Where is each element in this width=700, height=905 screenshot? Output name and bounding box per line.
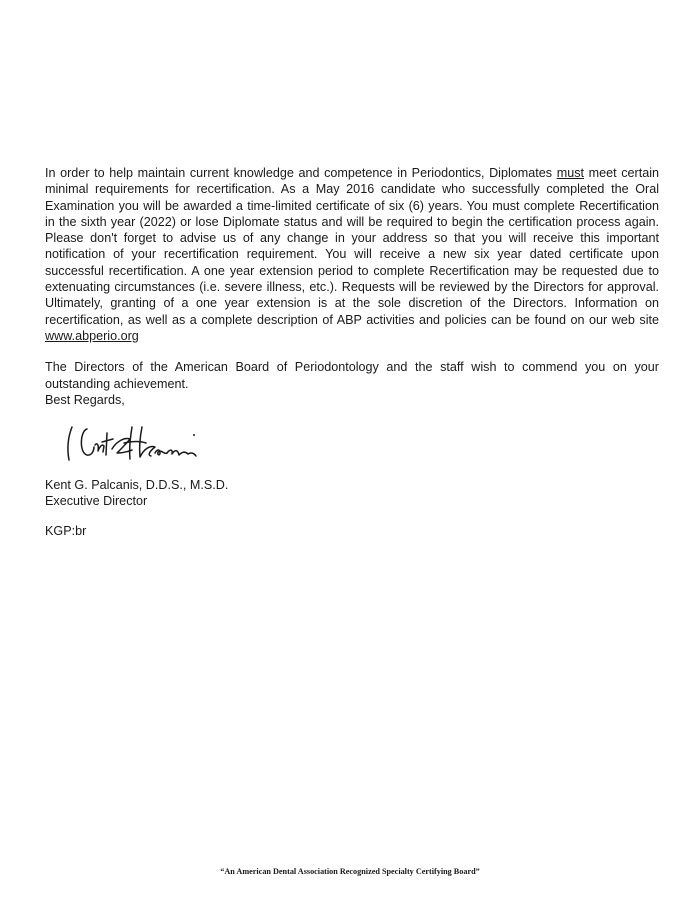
letter-body [45, 165, 659, 406]
paragraph-recertification [45, 165, 659, 344]
signer-name: Kent G. Palcanis, D.D.S., M.S.D. [45, 478, 229, 492]
emphasis-must: must [556, 166, 584, 180]
signer-block [45, 477, 228, 510]
paragraph-text-start: In order to help maintain current knowledge and competence in Periodontics, Diplomates [45, 166, 557, 180]
paragraph-commendation: The Directors of the American Board of Periodontology and the staff wish to commend you on your outstanding achievement. [45, 360, 659, 391]
footer-tagline: “An American Dental Association Recognized Specialty Certifying Board” [220, 867, 480, 876]
paragraph-text-rest: meet certain minimal requirements for recertification. As a May 2016 candidate who successfully completed the Oral Examination you will be awarded a time-limited certificate of six (6) years. You must complete Recertification in the sixth year (2022) or lose Diplomate status and will be required to begin the certification process again. Please don't forget to advise us of any change in your address so that you will receive this important notification of your recertification requirement. You will receive a new six year dated certificate upon successful recertification. A one year extension period to complete Recertification may be requested due to extenuating circumstances (i.e. severe illness, etc.). Requests will be reviewed by the Directors for approval. Ultimately, granting of a one year extension is at the sole discretion of the Directors. Information on recertification, as well as a complete description of ABP activities and policies can be found on our web site [45, 166, 660, 327]
closing-salutation: Best Regards, [45, 393, 125, 407]
website-link[interactable]: www.abperio.org [45, 328, 139, 343]
signer-title: Executive Director [45, 494, 148, 509]
handwritten-signature [58, 415, 208, 470]
reference-initials: KGP:br [45, 524, 87, 538]
